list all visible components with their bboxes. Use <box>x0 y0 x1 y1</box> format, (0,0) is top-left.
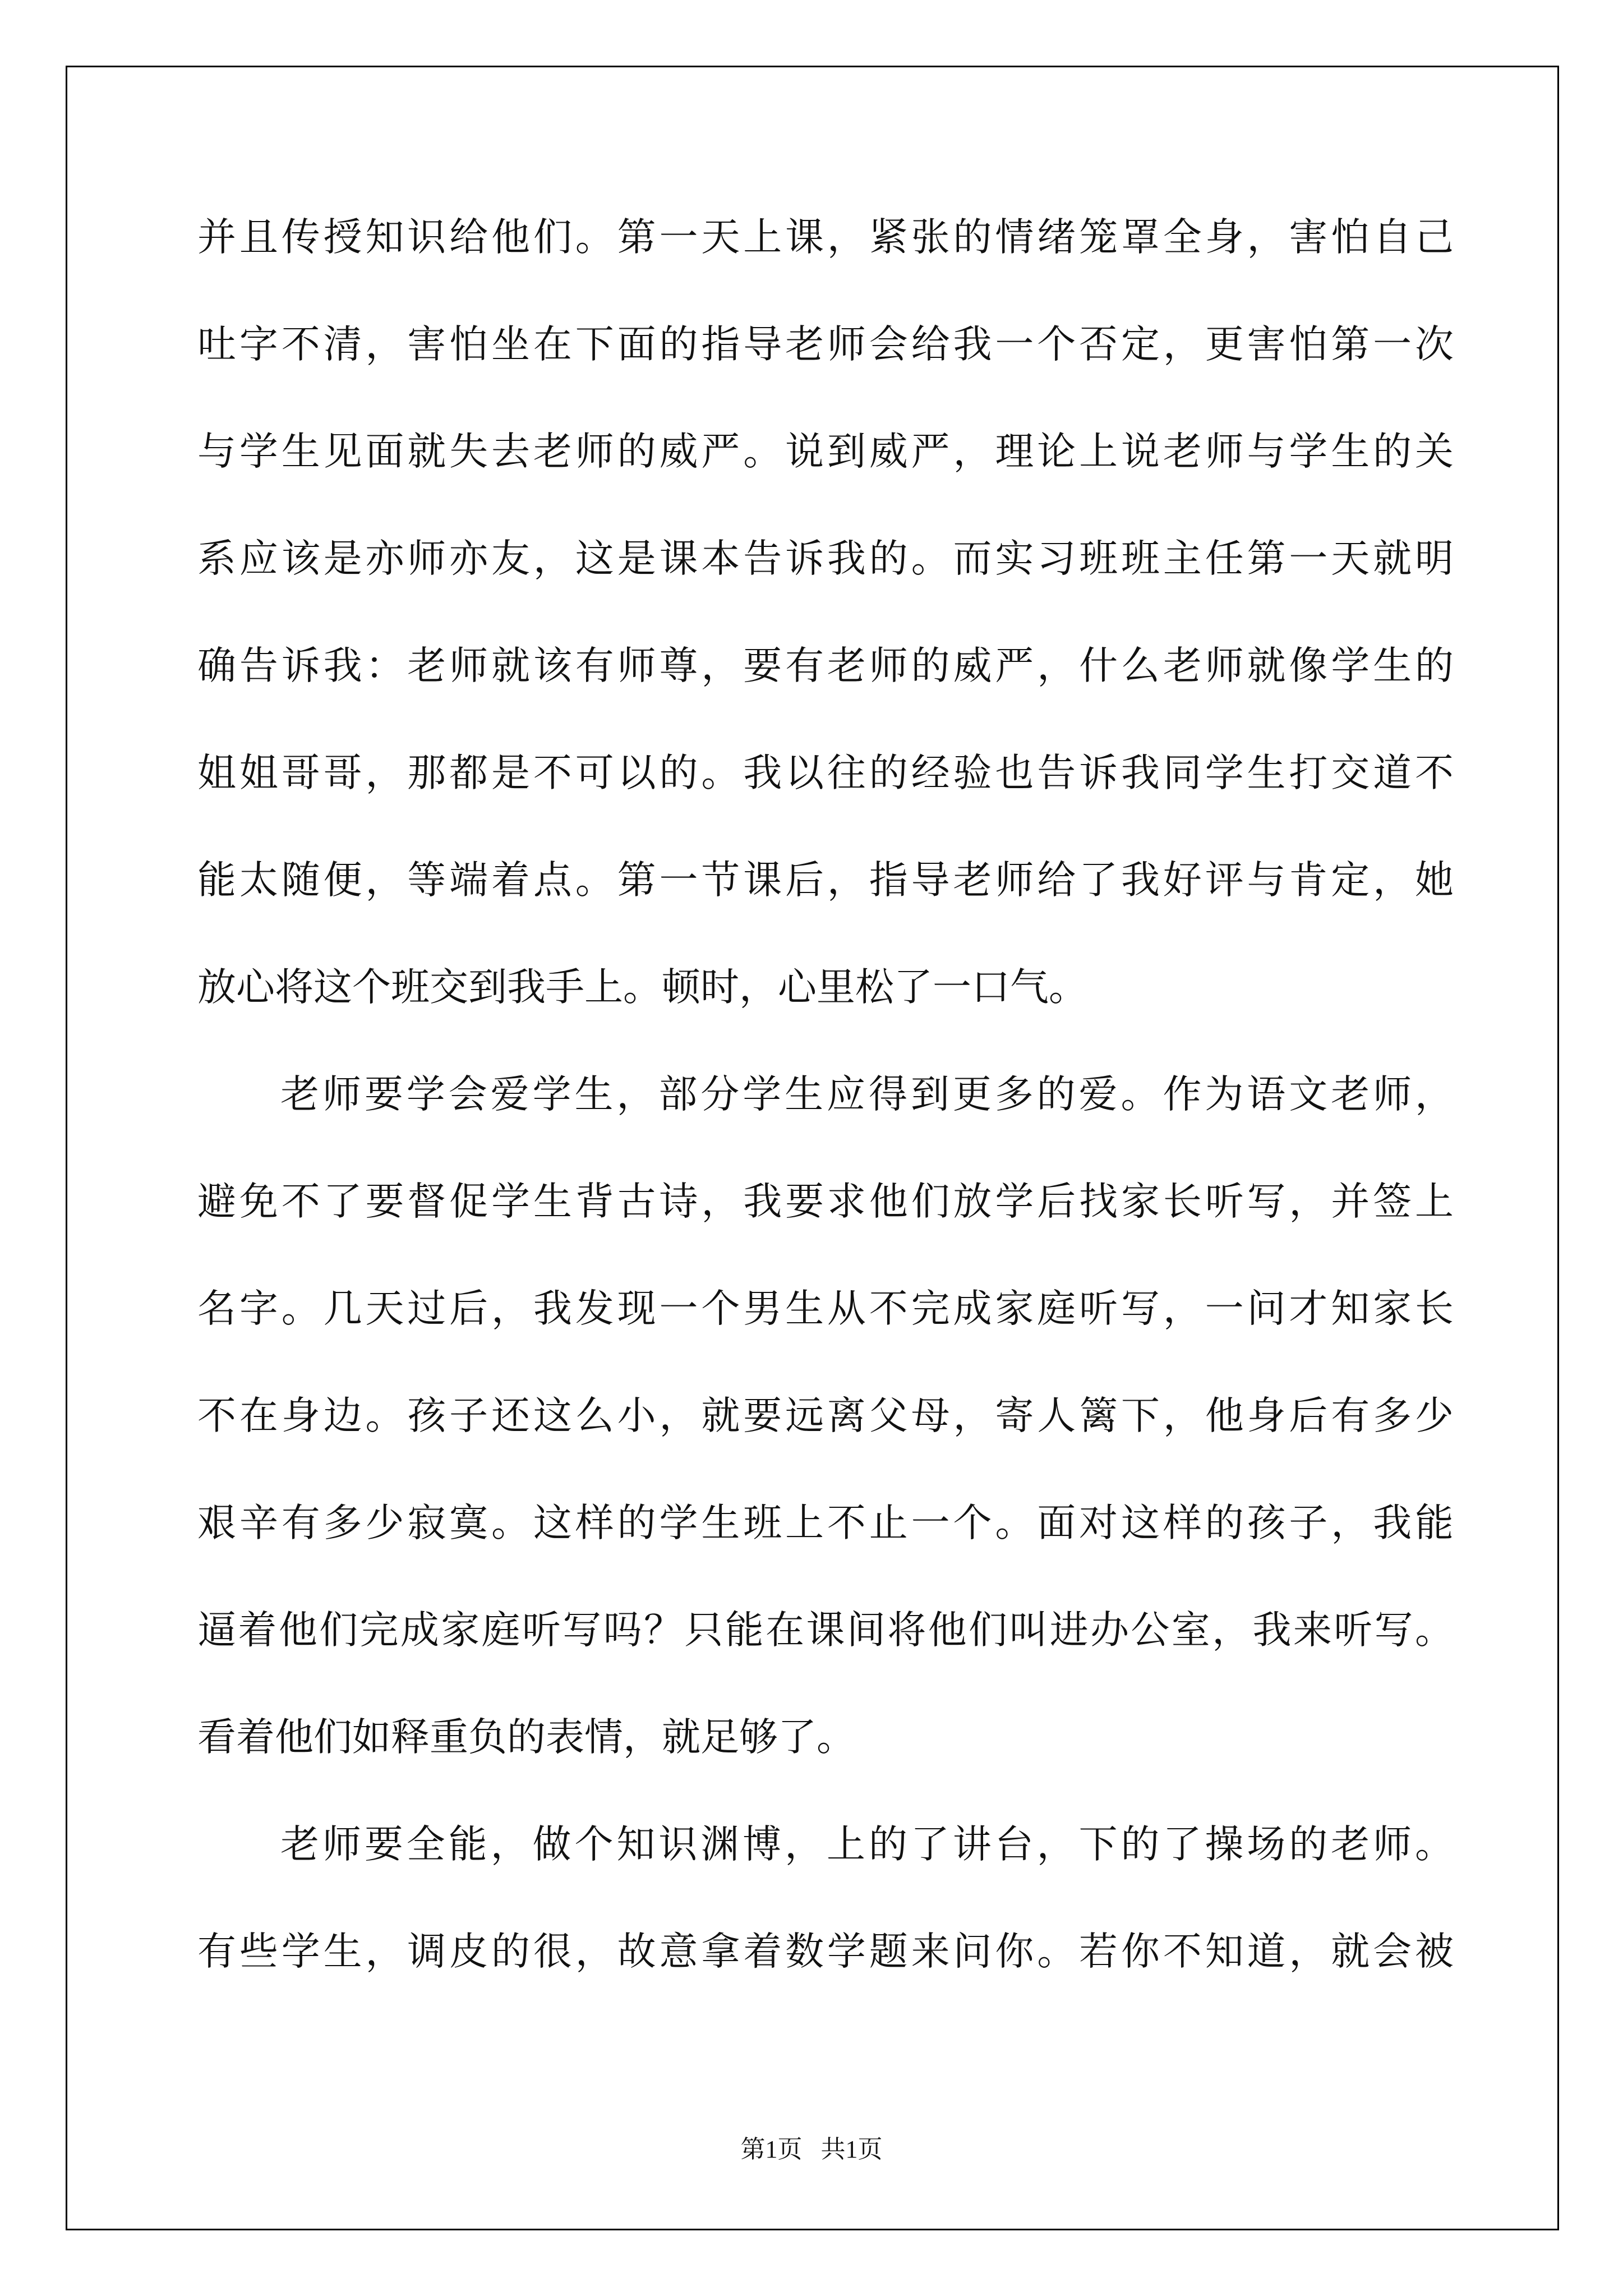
text-line: 放心将这个班交到我手上。顿时，心里松了一口气。 <box>197 965 1087 1010</box>
text-line: 系应该是亦师亦友，这是课本告诉我的。而实习班班主任第一天就明 <box>197 536 1454 581</box>
text-line: 与学生见面就失去老师的威严。说到威严，理论上说老师与学生的关 <box>197 429 1454 474</box>
text-line: 老师要全能，做个知识渊博，上的了讲台，下的了操场的老师。 <box>280 1822 1454 1867</box>
text-line: 艰辛有多少寂寞。这样的学生班上不止一个。面对这样的孩子，我能 <box>197 1501 1454 1545</box>
page-footer: 第1页 共1页 <box>740 2136 883 2163</box>
text-line: 名字。几天过后，我发现一个男生从不完成家庭听写，一问才知家长 <box>197 1286 1454 1331</box>
text-line: 看着他们如释重负的表情，就足够了。 <box>197 1715 855 1760</box>
text-line: 老师要学会爱学生，部分学生应得到更多的爱。作为语文老师， <box>280 1072 1454 1117</box>
text-line: 能太随便，等端着点。第一节课后，指导老师给了我好评与肯定，她 <box>197 858 1454 903</box>
text-line: 并且传授知识给他们。第一天上课，紧张的情绪笼罩全身，害怕自己 <box>197 215 1454 260</box>
text-line: 有些学生，调皮的很，故意拿着数学题来问你。若你不知道，就会被 <box>197 1929 1454 1974</box>
text-line: 姐姐哥哥，那都是不可以的。我以往的经验也告诉我同学生打交道不 <box>197 751 1454 795</box>
text-line: 确告诉我：老师就该有师尊，要有老师的威严，什么老师就像学生的 <box>197 643 1454 688</box>
text-line: 逼着他们完成家庭听写吗？只能在课间将他们叫进办公室，我来听写。 <box>197 1608 1454 1653</box>
body-text <box>197 209 1454 2031</box>
text-line: 避免不了要督促学生背古诗，我要求他们放学后找家长听写，并签上 <box>197 1179 1454 1224</box>
text-line: 不在身边。孩子还这么小，就要远离父母，寄人篱下，他身后有多少 <box>197 1393 1454 1438</box>
text-line: 吐字不清，害怕坐在下面的指导老师会给我一个否定，更害怕第一次 <box>197 322 1454 367</box>
